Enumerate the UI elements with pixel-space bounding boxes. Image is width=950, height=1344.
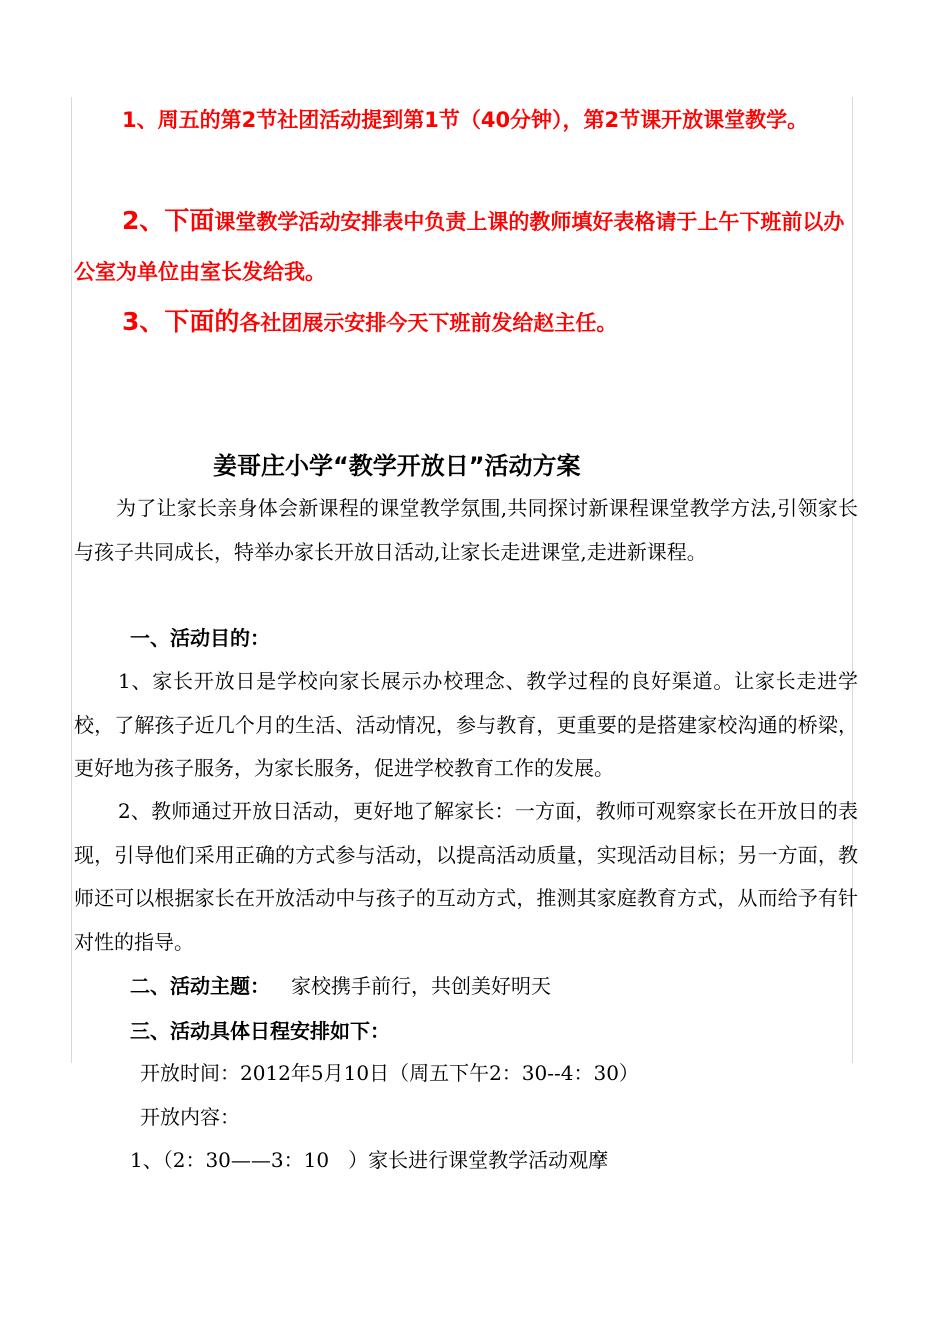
plan-title: 姜哥庄小学“教学开放日”活动方案 xyxy=(213,452,581,480)
notice-item-3-prefix: 3、下面的 xyxy=(122,307,240,336)
section-3-heading: 三、活动具体日程安排如下： xyxy=(130,1019,390,1043)
section-2-heading-text: 二、活动主题： xyxy=(130,974,270,998)
open-time: 开放时间：2012年5月10日（周五下午2：30--4：30） xyxy=(140,1061,639,1085)
purpose-paragraph-2: 2、教师通过开放日活动，更好地了解家长：一方面，教师可观察家长在开放日的表现，引导他们采用正确的方式参与活动，以提高活动质量，实现活动目标；另一方面，教师还可以根据家长在开放活动中与孩子的互动方式，推测其家庭教育方式，从而给予有针对性的指导。 xyxy=(74,799,858,954)
notice-item-2-text: 课堂教学活动安排表中负责上课的教师填好表格请于上午下班前以办公室为单位由室长发给我。 xyxy=(74,210,845,284)
purpose-paragraph-1: 1、家长开放日是学校向家长展示办校理念、教学过程的良好渠道。让家长走进学校，了解孩子近几个月的生活、活动情况，参与教育，更重要的是搭建家校沟通的桥梁，更好地为孩子服务，为家长服务，促进学校教育工作的发展。 xyxy=(74,669,858,780)
notice-item-1 xyxy=(74,95,856,145)
notice-item-3 xyxy=(74,297,856,348)
open-content-label: 开放内容： xyxy=(140,1105,240,1129)
notice-item-3-text: 各社团展示安排今天下班前发给赵主任。 xyxy=(239,311,618,335)
section-2-theme: 家校携手前行，共创美好明天 xyxy=(290,974,551,998)
notice-item-2 xyxy=(74,196,856,297)
section-1-heading: 一、活动目的： xyxy=(130,626,270,650)
notice-item-2-prefix: 2、下面 xyxy=(122,206,215,235)
table-border-left xyxy=(71,97,72,1063)
intro-paragraph: 为了让家长亲身体会新课程的课堂教学氛围,共同探讨新课程课堂教学方法,引领家长与孩子共同成长，特举办家长开放日活动,让家长走进课堂,走进新课程。 xyxy=(74,496,858,564)
notice-item-1-text: 1、周五的第2节社团活动提到第1节（40分钟），第2节课开放课堂教学。 xyxy=(122,108,809,132)
schedule-item-1: 1、（2：30——3：10 ）家长进行课堂教学活动观摩 xyxy=(130,1148,609,1172)
section-2-heading xyxy=(130,968,551,1004)
